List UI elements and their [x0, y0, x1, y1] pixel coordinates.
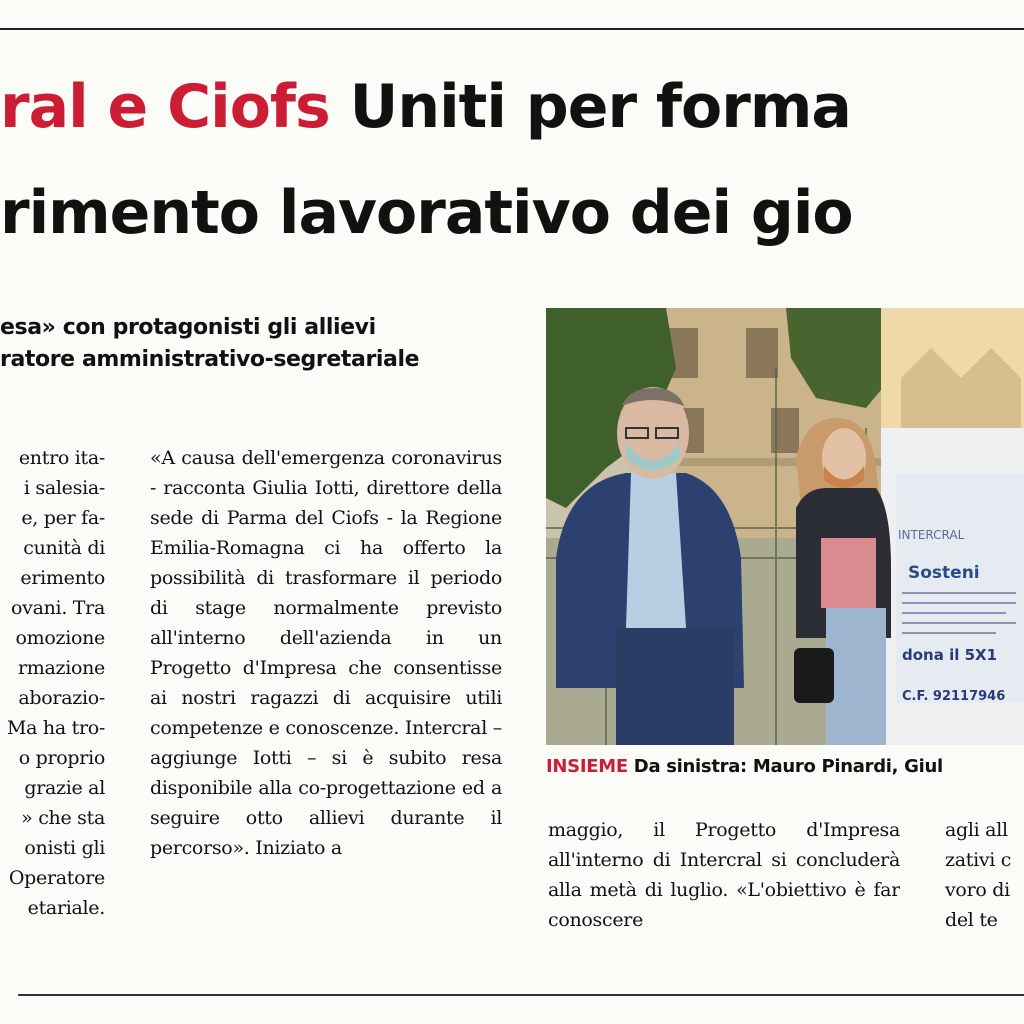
column1-line: erimento [20, 567, 105, 589]
man-trousers [616, 628, 734, 745]
column1-line: e, per fa- [21, 507, 105, 529]
column1-line: Operatore [8, 867, 105, 889]
column1-line: aborazio- [18, 687, 105, 709]
article-column-2: «A causa dell'emergenza coronavirus - racconta Giulia Iotti, direttore della sede di Parma del Ciofs - la Regione Emilia-Romagna ci ha offerto la possibilità di trasformare il periodo di stage normalmente previsto all'interno dell'azienda in un Progetto d'Impresa che consentisse ai nostri ragazzi di acquisire utili competenze e conoscenze. Intercral – aggiunge Iotti – si è subito resa disponibile alla co-progettazione ed a seguire otto allievi durante il percorso». Iniziato a [150, 447, 502, 859]
headline-line-1 [0, 72, 1024, 142]
caption-text: Da sinistra: Mauro Pinardi, Giul [633, 756, 943, 777]
banner-cta: dona il 5X1 [902, 646, 998, 664]
headline-line-2: rimento lavorativo dei gio [0, 178, 853, 248]
headline-red-text: ral e Ciofs [0, 72, 330, 142]
banner-title: Sosteni [908, 563, 980, 583]
column1-line: ovani. Tra [11, 597, 105, 619]
column1-line: Ma ha tro- [6, 717, 105, 739]
column1-line: cunità di [23, 537, 105, 559]
column4-line: zativi c [945, 849, 1012, 871]
banner-panel [896, 473, 1024, 703]
column1-line: o proprio [18, 747, 105, 769]
subheadline-line-1: esa» con protagonisti gli allievi [0, 315, 376, 340]
column1-line: onisti gli [24, 837, 105, 859]
woman-jeans [826, 608, 886, 745]
headline-black-text: Uniti per forma [349, 72, 851, 142]
article-column-1 [0, 443, 105, 948]
article-column-3: maggio, il Progetto d'Impresa all'interno di Intercral si concluderà alla metà di luglio. «L'obiettivo è far conoscere [548, 819, 900, 931]
caption-label: INSIEME [546, 756, 628, 777]
subheadline [0, 312, 530, 376]
column1-line: omozione [15, 627, 105, 649]
column1-line: grazie al [24, 777, 105, 799]
column4-line: del te [945, 909, 998, 931]
column1-line: etariale. [27, 897, 105, 919]
photo-caption [546, 756, 1024, 777]
column4-line: agli all [945, 819, 1008, 841]
bottom-rule [18, 994, 1024, 996]
banner-cf: C.F. 92117946 [902, 689, 1006, 704]
column4-line: voro di [945, 879, 1010, 901]
subheadline-line-2: ratore amministrativo-segretariale [0, 347, 420, 372]
top-rule [0, 28, 1024, 30]
banner-brand: INTERCRAL [898, 528, 965, 542]
column1-line: » che sta [21, 807, 105, 829]
column1-line: i salesia- [23, 477, 105, 499]
woman-top [821, 538, 876, 608]
column1-line: rmazione [17, 657, 105, 679]
photo-illustration [546, 308, 1024, 745]
woman-bag [794, 648, 834, 703]
column1-line: entro ita- [18, 447, 105, 469]
article-column-4 [945, 815, 1024, 945]
article-photo [546, 308, 1024, 745]
man-shirt [626, 473, 686, 628]
